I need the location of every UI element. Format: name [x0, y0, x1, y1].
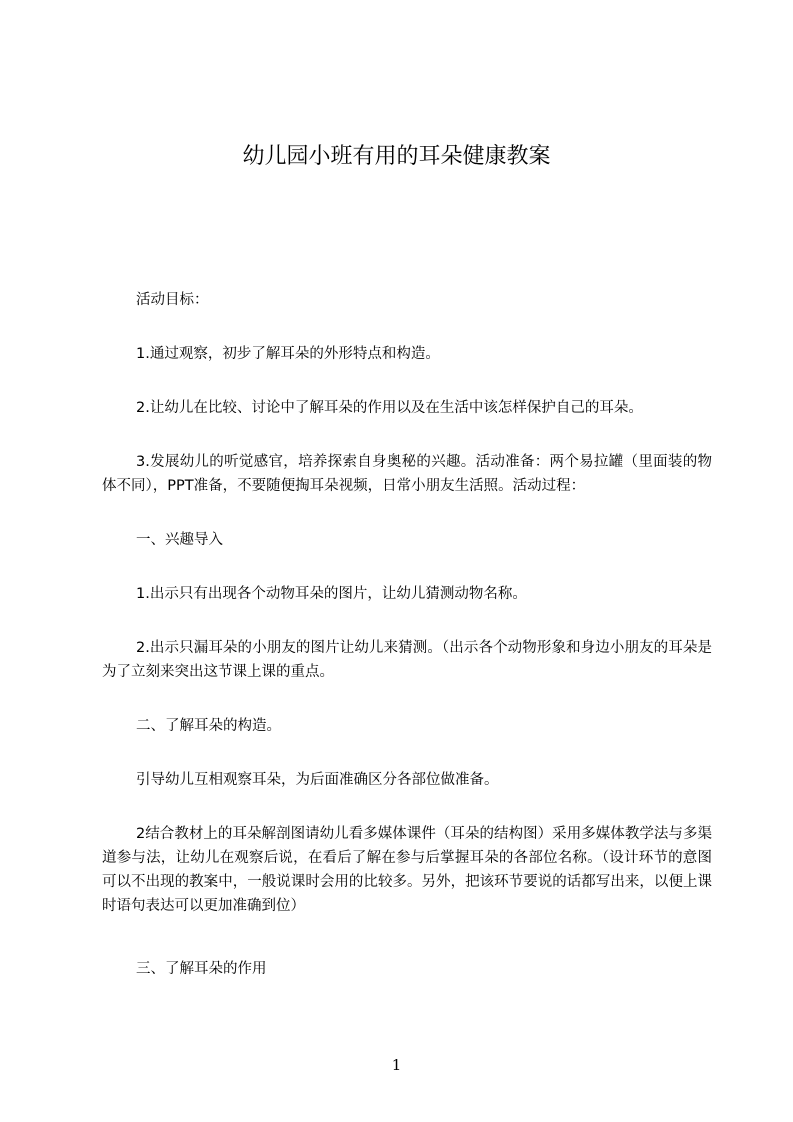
paragraph-objective-3-preparation: 3.发展幼儿的听觉感官，培养探索自身奥秘的兴趣。活动准备：两个易拉罐（里面装的物体不同），PPT准备，不要随便掏耳朵视频，日常小朋友生活照。活动过程： [102, 454, 712, 494]
document-title: 幼儿园小班有用的耳朵健康教案 [242, 144, 551, 169]
paragraph-objective-2: 2.让幼儿在比较、讨论中了解耳朵的作用以及在生活中该怎样保护自己的耳朵。 [136, 400, 643, 416]
paragraph-section-2-heading: 二、了解耳朵的构造。 [136, 718, 281, 734]
paragraph-section-1-step-2: 2.出示只漏耳朵的小朋友的图片让幼儿来猜测。（出示各个动物形象和身边小朋友的耳朵是为了立刻来突出这节课上课的重点。 [102, 640, 712, 680]
paragraph-objectives-heading: 活动目标： [136, 292, 209, 308]
paragraph-section-2-step-2: 2结合教材上的耳朵解剖图请幼儿看多媒体课件（耳朵的结构图）采用多媒体教学法与多渠道参与法，让幼儿在观察后说，在看后了解在参与后掌握耳朵的各部位名称。（设计环节的意图可以不出现的教案中，一般说课时会用的比较多。另外，把该环节要说的话都写出来，以便上课时语句表达可以更加准确到位） [102, 826, 712, 914]
paragraph-section-1-heading: 一、兴趣导入 [136, 532, 223, 548]
paragraph-section-2-step-1: 引导幼儿互相观察耳朵，为后面准确区分各部位做准备。 [136, 772, 499, 788]
paragraph-section-1-step-1: 1.出示只有出现各个动物耳朵的图片，让幼儿猜测动物名称。 [136, 586, 527, 602]
paragraph-section-3-heading: 三、了解耳朵的作用 [136, 961, 267, 977]
page-number: 1 [391, 1056, 402, 1074]
paragraph-objective-1: 1.通过观察，初步了解耳朵的外形特点和构造。 [136, 346, 440, 362]
